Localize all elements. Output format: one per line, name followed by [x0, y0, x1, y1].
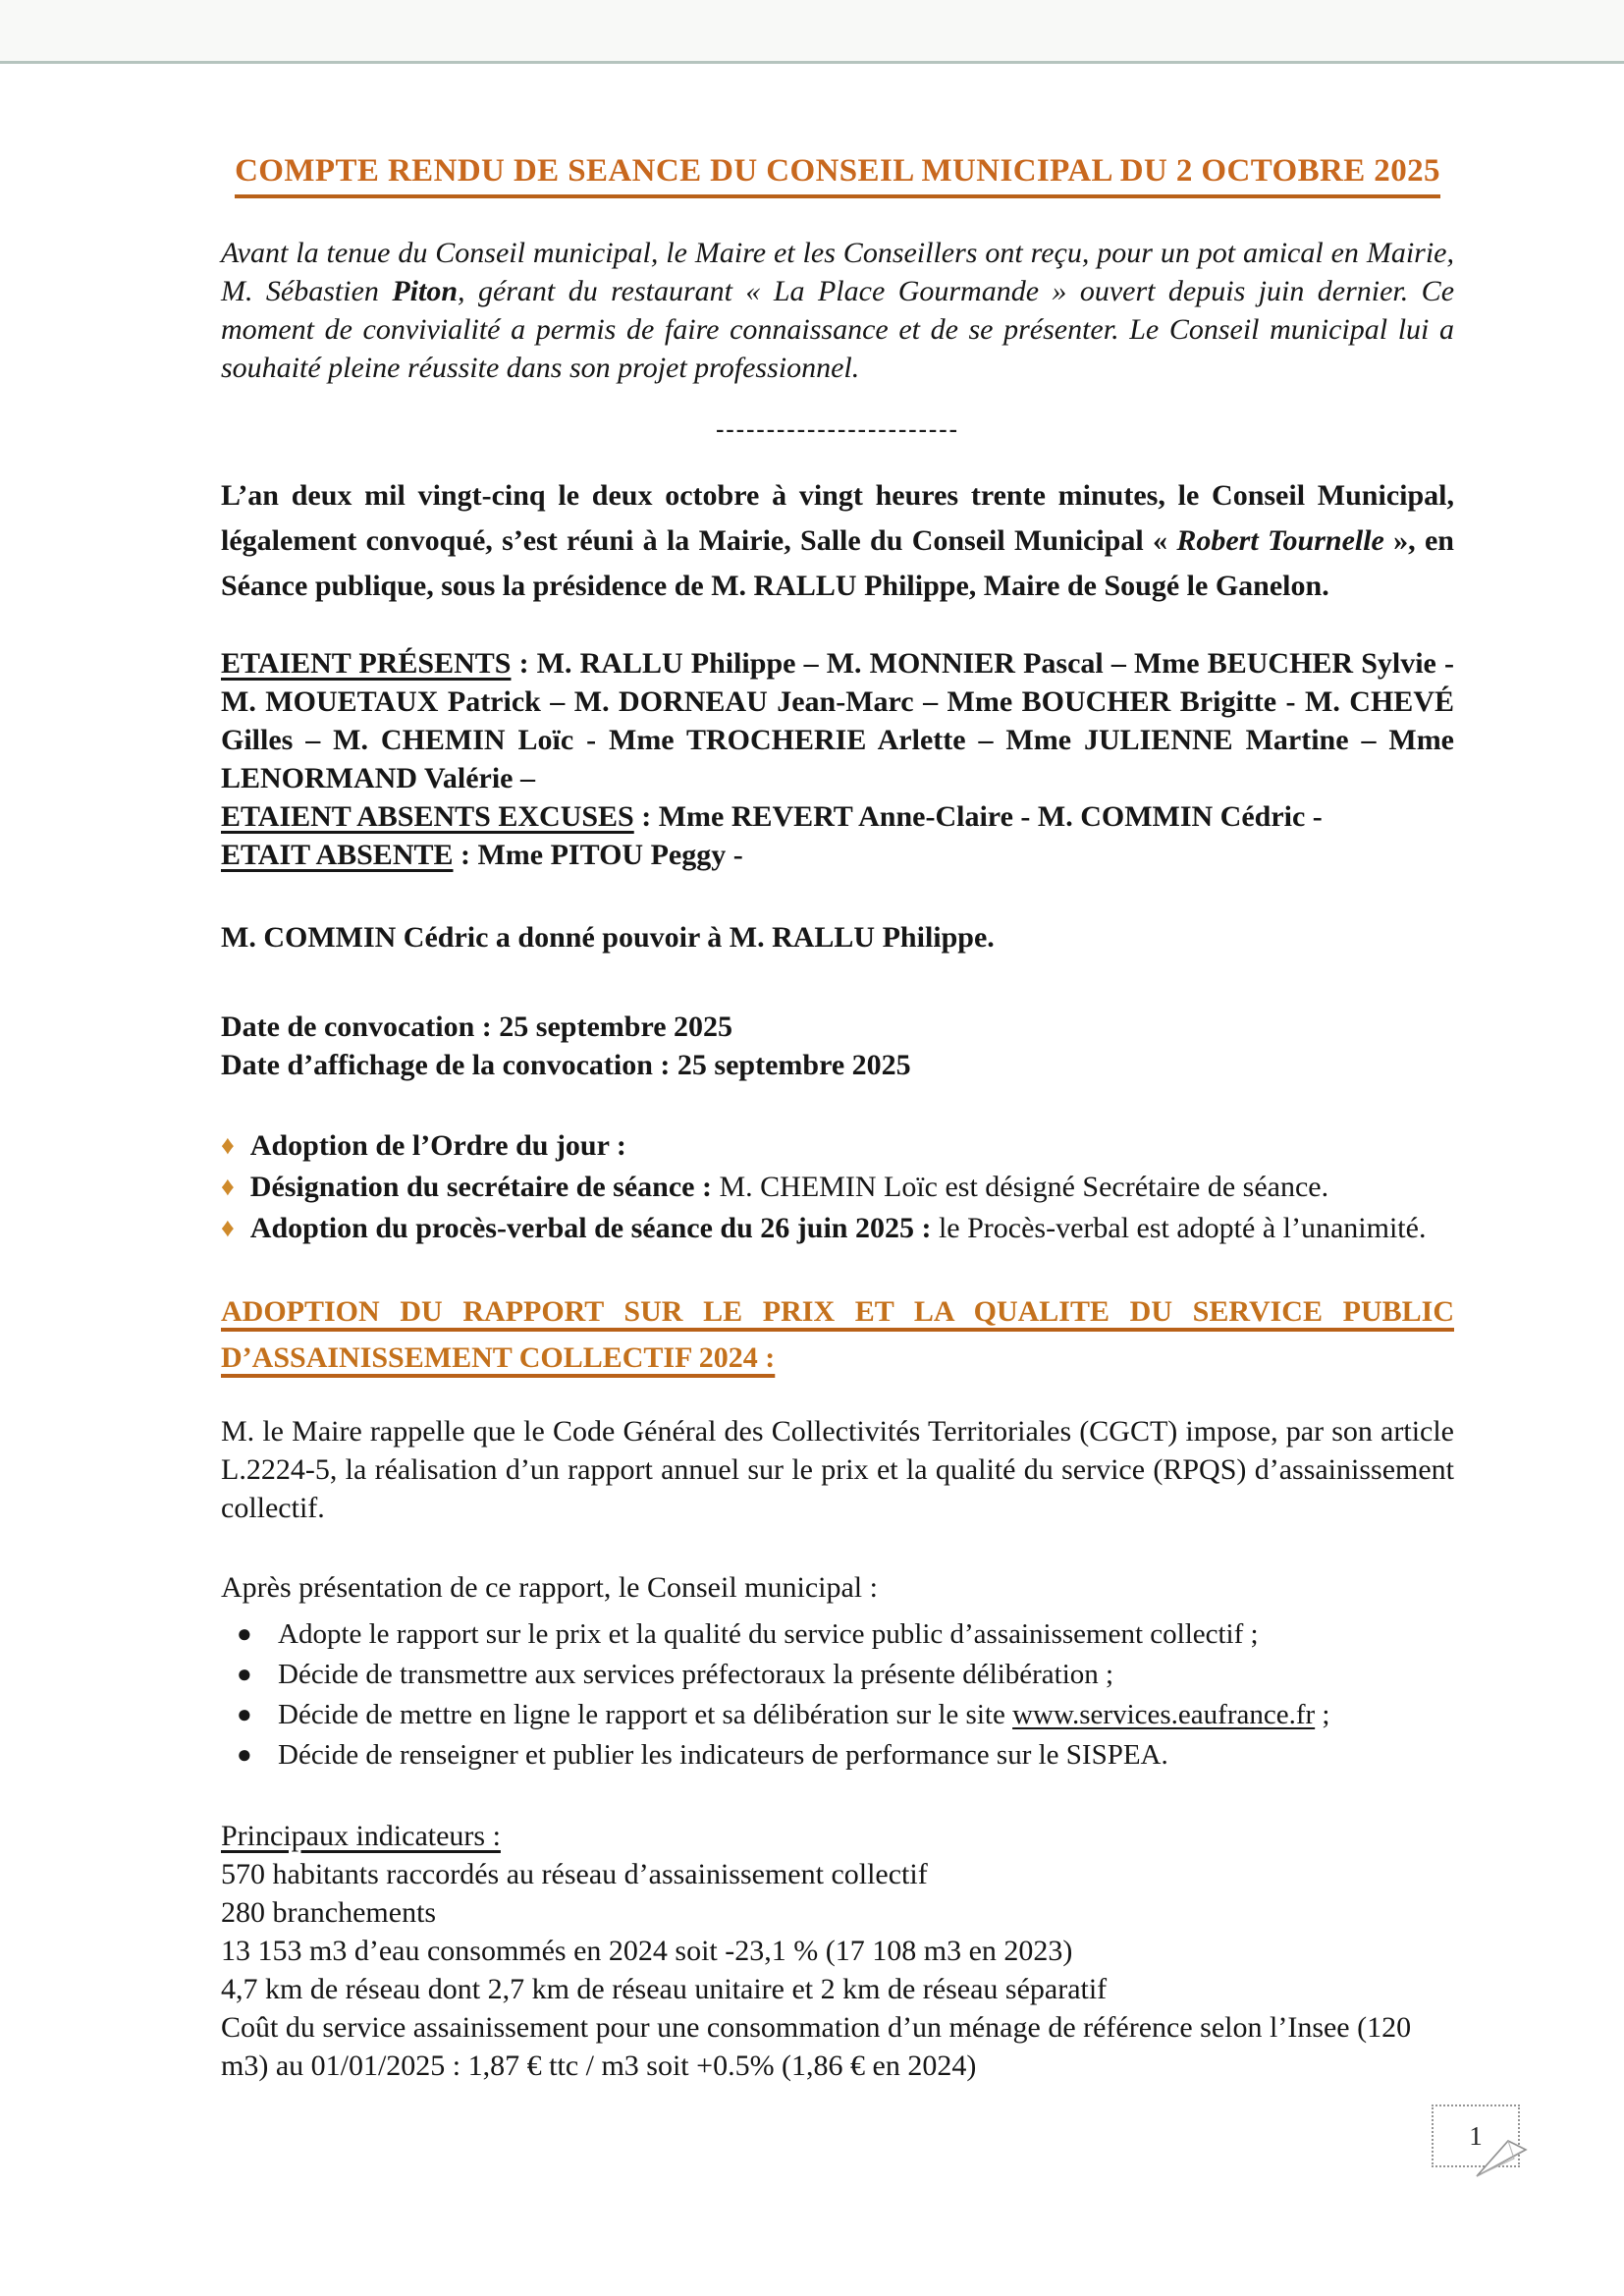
decision-item [221, 1655, 1454, 1695]
decision-text: Décide de renseigner et publier les indicateurs de performance sur le SISPEA. [278, 1739, 1168, 1771]
decision-text-end: ; [1315, 1699, 1330, 1730]
dot-bullet-icon: ● [237, 1619, 252, 1648]
agenda-item [221, 1208, 1454, 1249]
agenda-item [221, 1167, 1454, 1208]
diamond-bullet-icon: ♦ [221, 1172, 235, 1201]
document-title: COMPTE RENDU DE SEANCE DU CONSEIL MUNICIPAL DU 2 OCTOBRE 2025 [235, 153, 1440, 198]
display-date: Date d’affichage de la convocation : 25 septembre 2025 [221, 1049, 911, 1081]
decision-item [221, 1695, 1454, 1735]
absent-excused-names: : Mme REVERT Anne-Claire - M. COMMIN Cédric - [633, 800, 1323, 833]
dot-bullet-icon: ● [237, 1740, 252, 1769]
present-label: ETAIENT PRÉSENTS [221, 647, 512, 680]
absent-names: : Mme PITOU Peggy - [453, 839, 743, 871]
title-row [221, 153, 1454, 198]
session-paragraph [221, 473, 1454, 609]
intro-text-end: , gérant du restaurant « La Place Gourmande » ouvert depuis juin dernier. Ce moment de convivialité a permis de faire connaissance et de se présenter. Le Conseil municipal lui a souhaité pleine réussite dans son projet professionnel. [221, 275, 1455, 384]
absent-excused-line [221, 797, 1454, 836]
indicators-list [221, 1855, 1454, 2085]
agenda-item-text: le Procès-verbal est adopté à l’unanimité. [931, 1212, 1427, 1244]
decision-text: Adopte le rapport sur le prix et la qualité du service public d’assainissement collectif ; [278, 1618, 1259, 1650]
agenda-item-title: Adoption de l’Ordre du jour : [249, 1129, 626, 1162]
agenda-list [221, 1125, 1454, 1249]
decision-list [221, 1614, 1454, 1776]
indicator-line: 13 153 m3 d’eau consommés en 2024 soit -23,1 % (17 108 m3 en 2023) [221, 1935, 1073, 1967]
document-page [221, 0, 1454, 2085]
intro-paragraph [221, 234, 1454, 387]
decision-item [221, 1735, 1454, 1776]
agenda-item-title: Désignation du secrétaire de séance : [249, 1171, 712, 1203]
agenda-item [221, 1125, 1454, 1167]
absent-excused-label: ETAIENT ABSENTS EXCUSES [221, 800, 634, 833]
absent-line [221, 836, 1454, 874]
diamond-bullet-icon: ♦ [221, 1213, 235, 1242]
decision-item [221, 1614, 1454, 1655]
page-number-box [1432, 2105, 1520, 2167]
session-text-start: L’an deux mil vingt-cinq le deux octobre à vingt heures trente minutes, le Conseil Municipal, légalement convoqué, s’est réuni à la Mairie, Salle du Conseil Municipal « [221, 479, 1454, 557]
section-paragraph-1: M. le Maire rappelle que le Code Général des Collectivités Territoriales (CGCT) impose, par son article L.2224-5, la réalisation d’un rapport annuel sur le prix et la qualité du service (RPQS) d’assainissement collectif. [221, 1415, 1454, 1524]
attendance-block [221, 644, 1454, 874]
convocation-date: Date de convocation : 25 septembre 2025 [221, 1011, 733, 1043]
indicator-line: 570 habitants raccordés au réseau d’assainissement collectif [221, 1858, 928, 1890]
diamond-bullet-icon: ♦ [221, 1130, 235, 1160]
dot-bullet-icon: ● [237, 1660, 252, 1688]
indicators-heading: Principaux indicateurs : [221, 1820, 501, 1852]
session-text-end: », en Séance publique, sous la présidence de M. RALLU Philippe, Maire de Sougé le Ganelon. [221, 524, 1454, 602]
present-line [221, 644, 1454, 797]
agenda-item-title: Adoption du procès-verbal de séance du 26 juin 2025 : [249, 1212, 932, 1244]
decision-text: Décide de transmettre aux services préfectoraux la présente délibération ; [278, 1659, 1114, 1690]
indicator-line: 280 branchements [221, 1896, 437, 1929]
indicator-line: 4,7 km de réseau dont 2,7 km de réseau unitaire et 2 km de réseau séparatif [221, 1973, 1108, 2005]
present-names: : M. RALLU Philippe – M. MONNIER Pascal – Mme BEUCHER Sylvie - M. MOUETAUX Patrick – M. DORNEAU Jean-Marc – Mme BOUCHER Brigitte - M. CHEVÉ Gilles – M. CHEMIN Loïc - Mme TROCHERIE Arlette – Mme JULIENNE Martine – Mme LENORMAND Valérie – [221, 647, 1454, 794]
eaufrance-url-link[interactable]: www.services.eaufrance.fr [1012, 1699, 1316, 1730]
dates-block [221, 1008, 1454, 1084]
intro-text-start: Avant la tenue du Conseil municipal, le Maire et les Conseillers ont reçu, pour un pot amical en Mairie, M. Sébastien [221, 237, 1454, 307]
dashed-separator: ------------------------ [716, 416, 959, 443]
agenda-item-text: M. CHEMIN Loïc est désigné Secrétaire de séance. [711, 1171, 1329, 1203]
decision-text: Décide de mettre en ligne le rapport et sa délibération sur le site [278, 1699, 1013, 1730]
section-heading: ADOPTION DU RAPPORT SUR LE PRIX ET LA QUALITE DU SERVICE PUBLIC D’ASSAINISSEMENT COLLECTIF 2024 : [221, 1295, 1454, 1374]
section-paragraph-2: Après présentation de ce rapport, le Conseil municipal : [221, 1571, 878, 1604]
absent-label: ETAIT ABSENTE [221, 839, 454, 871]
indicator-line: Coût du service assainissement pour une consommation d’un ménage de référence selon l’Insee (120 m3) au 01/01/2025 : 1,87 € ttc / m3 soit +0.5% (1,86 € en 2024) [221, 2011, 1412, 2082]
intro-bold-name: Piton [392, 275, 459, 307]
dot-bullet-icon: ● [237, 1700, 252, 1728]
proxy-statement: M. COMMIN Cédric a donné pouvoir à M. RALLU Philippe. [221, 921, 995, 954]
session-room-name: Robert Tournelle [1176, 524, 1384, 557]
page-curl-icon [1475, 2137, 1528, 2178]
page-number: 1 [1469, 2120, 1483, 2151]
